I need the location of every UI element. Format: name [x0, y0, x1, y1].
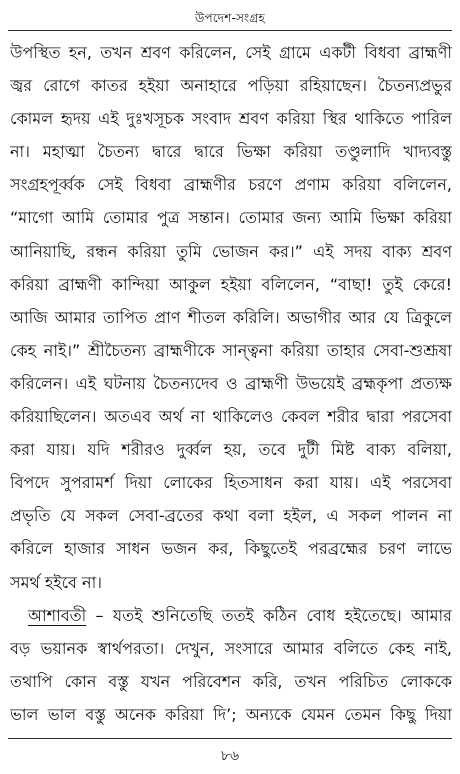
header-rule [8, 30, 452, 31]
dialogue-text: – যতই শুনিতেছি ততই কঠিন বোধ হইতেছে। আমার [86, 605, 452, 625]
text-line: জ্বর রোগে কাতর হইয়া অনাহারে পড়িয়া রহিয়াছেন। চৈতন্যপ্রভুর [10, 76, 452, 96]
text-line: বিপদে সুপরামর্শ দিয়া লোকের হিতসাধন করা যায়। এই পরসেবা [10, 473, 452, 493]
text-line: আনিয়াছি, রন্ধন করিয়া তুমি ভোজন কর।” এই সদয় বাক্য শ্রবণ [10, 241, 452, 261]
body-text [10, 36, 452, 731]
text-line: করিলে হাজার সাধন ভজন কর, কিছুতেই পরব্রহ্মের চরণ লাভে [10, 539, 452, 559]
text-line: কোমল হৃদয় এই দুঃখসূচক সংবাদ শ্রবণ করিয়া স্থির থাকিতে পারিল [10, 109, 452, 129]
text-line: আজি আমার তাপিত প্রাণ শীতল করিলি। অভাগীর আর যে ত্রিকুলে [10, 307, 452, 327]
text-line: করিয়াছিলেন। অতএব অর্থ না থাকিলেও কেবল শরীর দ্বারা পরসেবা [10, 407, 452, 427]
text-line: না। মহাত্মা চৈতন্য দ্বারে দ্বারে ভিক্ষা করিয়া তণ্ডুলাদি খাদ্যবস্তু [10, 142, 452, 162]
text-line: তথাপি কোন বস্তু যখন পরিবেশন করি, তখন পরিচিত লোককে [10, 671, 452, 691]
text-line: সংগ্রহপূর্ব্বক সেই বিধবা ব্রাহ্মণীর চরণে প্রণাম করিয়া বলিলেন, [10, 175, 452, 195]
footer-rule [8, 738, 452, 739]
page-number: ৮৬ [220, 748, 240, 764]
text-line: করিয়া ব্রাহ্মণী কান্দিয়া আকুল হইয়া বলিলেন, “বাছা! তুই কেরে! [10, 274, 452, 294]
speaker-name: আশাবতী [28, 605, 87, 625]
text-line: বড় ভয়ানক স্বার্থপরতা। দেখুন, সংসারে আমার বলিতে কেহ নাই, [10, 638, 452, 658]
dialogue-line [10, 599, 452, 632]
text-line: করা যায়। যদি শরীরও দুর্ব্বল হয়, তবে দুটী মিষ্ট বাক্য বলিয়া, [10, 440, 452, 460]
text-line: “মাগো আমি তোমার পুত্র সন্তান। তোমার জন্য আমি ভিক্ষা করিয়া [10, 208, 452, 228]
text-line: ভাল ভাল বস্তু অনেক করিয়া দি’; অন্যকে যেমন তেমন কিছু দিয়া [10, 704, 452, 724]
text-line: প্রভৃতি যে সকল সেবা-ব্রতের কথা বলা হইল, এ সকল পালন না [10, 506, 452, 526]
text-line: কেহ নাই।” শ্রীচৈতন্য ব্রাহ্মণীকে সান্ত্বনা করিয়া তাহার সেবা-শুশ্রূষা [10, 340, 452, 360]
page-header: উপদেশ-সংগ্রহ [194, 11, 266, 25]
text-line: উপস্থিত হন, তখন শ্রবণ করিলেন, সেই গ্রামে একটী বিধবা ব্রাহ্মণী [10, 43, 452, 62]
text-line: সমর্থ হইবে না। [10, 572, 102, 592]
text-line: করিলেন। এই ঘটনায় চৈতন্যদেব ও ব্রাহ্মণী উভয়েই ব্রহ্মকৃপা প্রত্যক্ষ [10, 373, 452, 393]
